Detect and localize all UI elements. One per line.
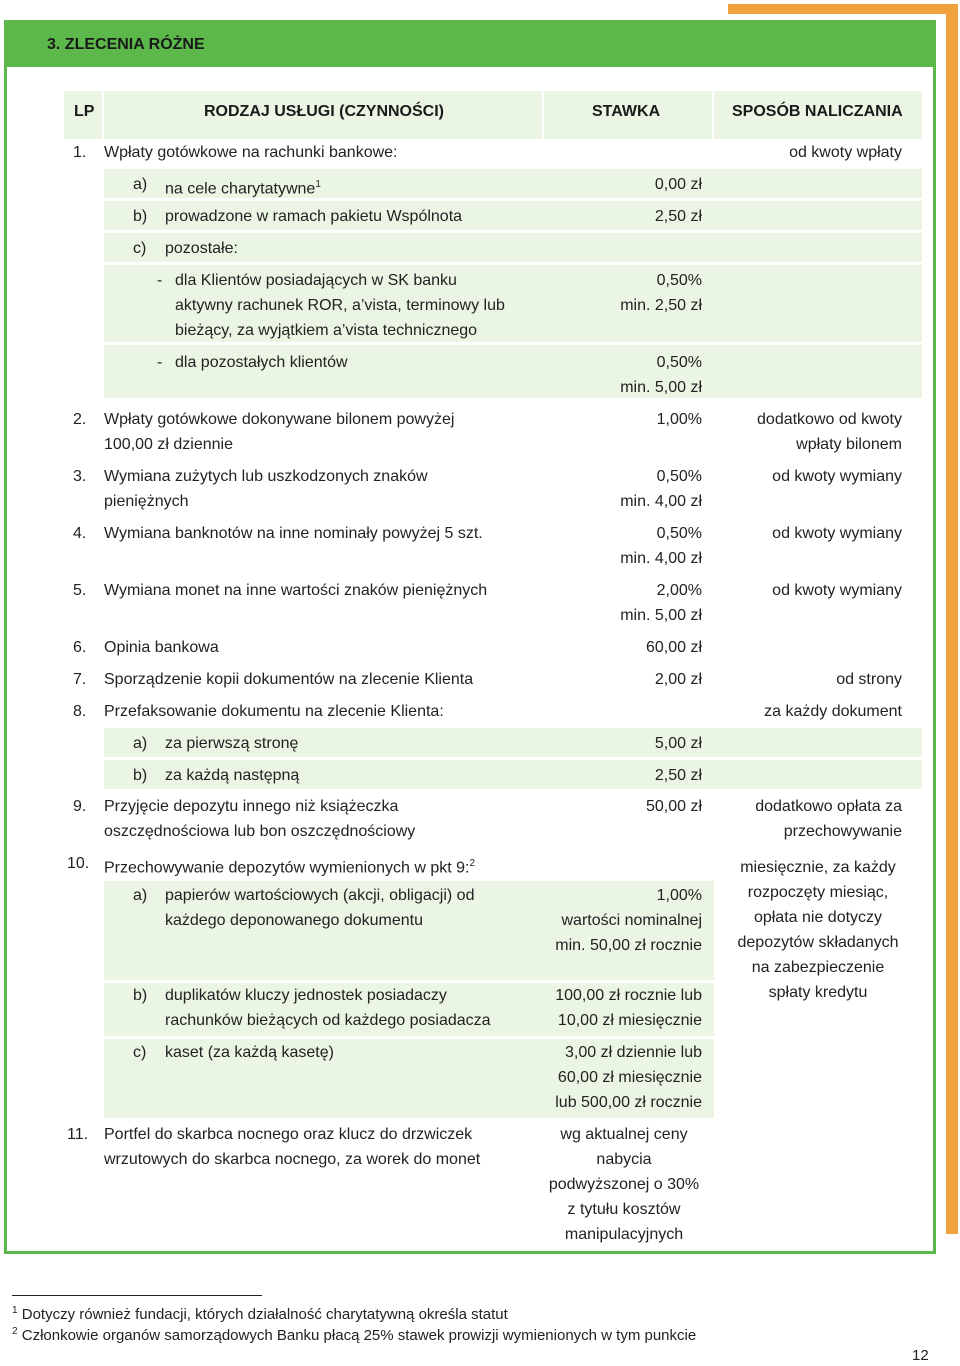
row-8b-label: za każdą następną (165, 767, 300, 784)
row-10-method-line5: na zabezpieczenie (751, 959, 885, 976)
row-5-rate-min: min. 5,00 zł (620, 607, 702, 624)
row-1c2-dash: ‑ (157, 354, 163, 371)
row-4-label: Wymiana banknotów na inne nominały powyżej 5 szt. (104, 525, 483, 542)
row-11-number: 11. (67, 1126, 89, 1143)
page-number: 12 (912, 1347, 929, 1364)
row-9-line2: oszczędnościowa lub bon oszczędnościowy (104, 823, 416, 840)
row-10-method-line1: miesięcznie, za każdy (740, 859, 896, 876)
row-3-number: 3. (73, 468, 87, 485)
row-1b-letter: b) (133, 208, 148, 225)
row-10b-line1: duplikatów kluczy jednostek posiadaczy (165, 987, 447, 1004)
row-1c-label: pozostałe: (165, 240, 238, 257)
footnote-2-text: Członkowie organów samorządowych Banku płacą 25% stawek prowizji wymienionych w tym punkcie (21, 1327, 697, 1344)
footnote-2 (12, 1326, 696, 1344)
row-1c1-rate-min: min. 2,50 zł (620, 297, 702, 314)
header-rate: STAWKA (592, 103, 661, 120)
row-10-method-line3: opłata nie dotyczy (753, 909, 883, 926)
row-10b-rate-line1: 100,00 zł rocznie lub (555, 987, 702, 1004)
row-11-rate-line2: nabycia (596, 1151, 652, 1168)
row-1c1-line1: dla Klientów posiadających w SK banku (175, 272, 457, 289)
row-9-number: 9. (73, 798, 87, 815)
row-1a-letter: a) (133, 176, 148, 193)
row-7-label: Sporządzenie kopii dokumentów na zlecenie Klienta (104, 671, 474, 688)
row-1a-label: na cele charytatywne$^1$ (165, 179, 321, 198)
section-title: 3. ZLECENIA RÓŻNE (47, 36, 205, 53)
row-4-rate-percent: 0,50% (656, 525, 702, 542)
row-10c-rate-line3: lub 500,00 zł rocznie (555, 1094, 702, 1111)
row-1c2-label: dla pozostałych klientów (175, 354, 348, 371)
row-10a-line1: papierów wartościowych (akcji, obligacji) od (165, 887, 475, 904)
row-8b-letter: b) (133, 767, 148, 784)
row-1-method: od kwoty wpłaty (789, 144, 902, 161)
header-rate-cell (544, 91, 714, 139)
row-5-rate-percent: 2,00% (656, 582, 702, 599)
row-3-method: od kwoty wymiany (772, 468, 902, 485)
row-11-rate-line3: podwyższonej o 30% (548, 1176, 700, 1193)
row-8a-letter: a) (133, 735, 148, 752)
row-8a-rate: 5,00 zł (654, 735, 702, 752)
row-10-method-line2: rozpoczęty miesiąc, (747, 884, 889, 901)
section-header-band (7, 23, 933, 67)
row-2-line2: 100,00 zł dziennie (104, 436, 233, 453)
row-3-rate-percent: 0,50% (656, 468, 702, 485)
row-2-method-line2: wpłaty bilonem (796, 436, 902, 453)
row-9-rate: 50,00 zł (645, 798, 702, 815)
row-8-number: 8. (73, 703, 87, 720)
row-1c2-rate-min: min. 5,00 zł (620, 379, 702, 396)
row-8-method: za każdy dokument (764, 703, 902, 720)
row-7-method: od strony (836, 671, 902, 688)
row-11-rate-line5: manipulacyjnych (564, 1226, 684, 1243)
row-1a-rate: 0,00 zł (654, 176, 702, 193)
price-table-frame (4, 20, 936, 1254)
row-3-line2: pieniężnych (104, 493, 189, 510)
header-service-cell (104, 91, 544, 139)
row-1c2-rate-percent: 0,50% (656, 354, 702, 371)
row-4-method: od kwoty wymiany (772, 525, 902, 542)
row-9-method-line1: dodatkowo opłata za (755, 798, 902, 815)
row-11-line1: Portfel do skarbca nocnego oraz klucz do drzwiczek (104, 1126, 473, 1143)
row-10a-line2: każdego deponowanego dokumentu (165, 912, 423, 929)
orange-corner-top (728, 4, 958, 14)
row-10b-line2: rachunków bieżących od każdego posiadacza (165, 1012, 491, 1029)
row-10b-rate-line2: 10,00 zł miesięcznie (557, 1012, 702, 1029)
footnote-1-text: Dotyczy również fundacji, których działalność charytatywną określa statut (21, 1306, 508, 1323)
row-9-method-line2: przechowywanie (783, 823, 902, 840)
header-lp: LP (74, 103, 95, 120)
footnote-2-mark: 2 (12, 1326, 18, 1337)
row-8a-label: za pierwszą stronę (165, 735, 299, 752)
row-1b-label: prowadzone w ramach pakietu Wspólnota (165, 208, 463, 225)
row-1c-letter: c) (133, 240, 147, 257)
row-2-method-line1: dodatkowo od kwoty (757, 411, 902, 428)
row-10-method-line4: depozytów składanych (737, 934, 899, 951)
row-11-line2: wrzutowych do skarbca nocnego, za worek do monet (104, 1151, 481, 1168)
row-6-number: 6. (73, 639, 87, 656)
row-3-line1: Wymiana zużytych lub uszkodzonych znaków (104, 468, 428, 485)
row-6-rate: 60,00 zł (645, 639, 702, 656)
header-method: SPOSÓB NALICZANIA (732, 103, 903, 120)
row-10c-label: kaset (za każdą kasetę) (165, 1044, 334, 1061)
header-service: RODZAJ USŁUGI (CZYNNOŚCI) (204, 103, 444, 120)
row-10a-rate-line1: 1,00% (656, 887, 702, 904)
row-7-number: 7. (73, 671, 87, 688)
row-1c1-dash: ‑ (157, 272, 163, 289)
row-10c-rate-line1: 3,00 zł dziennie lub (565, 1044, 702, 1061)
footnote-ref-1: 1 (315, 179, 321, 190)
row-7-rate: 2,00 zł (654, 671, 702, 688)
row-3-rate-min: min. 4,00 zł (620, 493, 702, 510)
header-lp-cell (64, 91, 104, 139)
row-5-label: Wymiana monet na inne wartości znaków pieniężnych (104, 582, 488, 599)
row-4-number: 4. (73, 525, 87, 542)
row-10a-rate-line2: wartości nominalnej (561, 912, 702, 929)
row-10a-rate-line3: min. 50,00 zł rocznie (555, 937, 702, 954)
row-1c1-rate-percent: 0,50% (656, 272, 702, 289)
row-8-label: Przefaksowanie dokumentu na zlecenie Klienta: (104, 703, 444, 720)
footnote-1 (12, 1305, 508, 1323)
row-5-number: 5. (73, 582, 87, 599)
header-method-cell (714, 91, 922, 139)
row-10-label: Przechowywanie depozytów wymienionych w pkt 9:$^2$ (104, 858, 476, 877)
row-10-method-line6: spłaty kredytu (768, 984, 868, 1001)
row-2-number: 2. (73, 411, 87, 428)
footnote-1-mark: 1 (12, 1305, 18, 1316)
row-10c-letter: c) (133, 1044, 147, 1061)
row-5-method: od kwoty wymiany (772, 582, 902, 599)
row-10c-rate-line2: 60,00 zł miesięcznie (557, 1069, 702, 1086)
row-1b-rate: 2,50 zł (654, 208, 702, 225)
row-11-rate-line1: wg aktualnej ceny (560, 1126, 688, 1143)
row-2-line1: Wpłaty gotówkowe dokonywane bilonem powyżej (104, 411, 455, 428)
row-6-label: Opinia bankowa (104, 639, 219, 656)
row-1c1-line2: aktywny rachunek ROR, a’vista, terminowy lub (175, 297, 505, 314)
row-1c1-line3: bieżący, za wyjątkiem a’vista technicznego (175, 322, 478, 339)
row-9-line1: Przyjęcie depozytu innego niż książeczka (104, 798, 399, 815)
row-4-rate-min: min. 4,00 zł (620, 550, 702, 567)
row-2-rate: 1,00% (656, 411, 702, 428)
footnote-ref-2: 2 (469, 858, 476, 869)
row-11-rate-line4: z tytułu kosztów (567, 1201, 681, 1218)
row-1-label: Wpłaty gotówkowe na rachunki bankowe: (104, 144, 398, 161)
orange-corner-right (946, 4, 958, 1234)
footnote-separator (12, 1295, 262, 1296)
row-1-number: 1. (73, 144, 87, 161)
row-10a-letter: a) (133, 887, 148, 904)
row-10b-letter: b) (133, 987, 148, 1004)
row-10-number: 10. (67, 855, 90, 872)
row-8b-rate: 2,50 zł (654, 767, 702, 784)
